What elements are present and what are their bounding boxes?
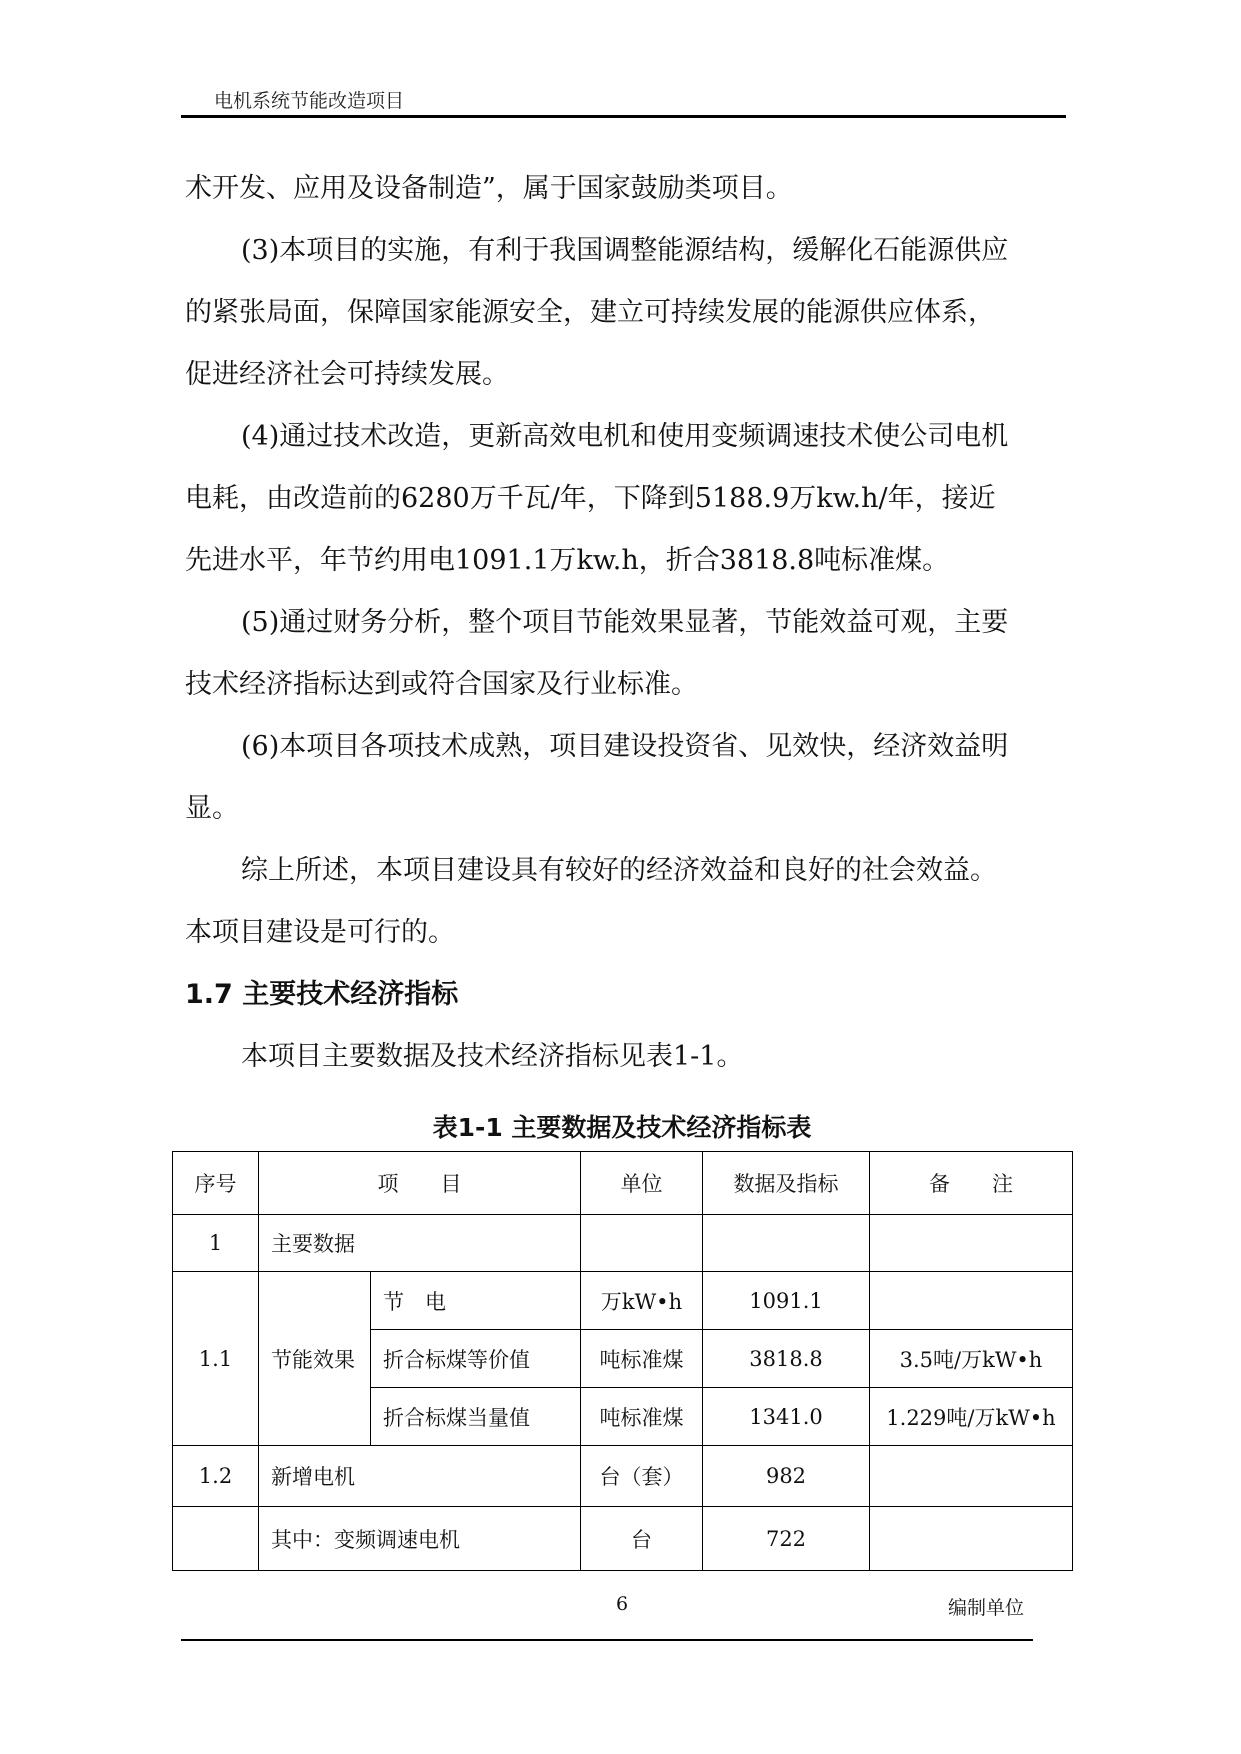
table-row bbox=[173, 1272, 1073, 1330]
table-title: 表1-1 主要数据及技术经济指标表 bbox=[432, 1113, 812, 1142]
cell-item: 其中：变频调速电机 bbox=[259, 1507, 581, 1571]
paragraph-line: (3)本项目的实施，有利于我国调整能源结构，缓解化石能源供应 bbox=[241, 235, 1009, 266]
cell-sub-item: 折合标煤等价值 bbox=[371, 1330, 581, 1388]
paragraph-line: (6)本项目各项技术成熟，项目建设投资省、见效快，经济效益明 bbox=[241, 731, 1009, 762]
paragraph-line: 先进水平，年节约用电1091.1万kw.h，折合3818.8吨标准煤。 bbox=[185, 545, 950, 576]
footer-org: 编制单位 bbox=[948, 1597, 1025, 1619]
cell-value: 1091.1 bbox=[703, 1272, 870, 1330]
table-row bbox=[173, 1215, 1073, 1272]
indicator-table bbox=[172, 1151, 1073, 1571]
cell-unit: 台（套） bbox=[581, 1446, 703, 1507]
cell-item: 主要数据 bbox=[259, 1215, 581, 1272]
cell-note bbox=[870, 1272, 1073, 1330]
cell-unit bbox=[581, 1215, 703, 1272]
paragraph-line: 本项目主要数据及技术经济指标见表1-1。 bbox=[241, 1041, 744, 1072]
cell-unit: 吨标准煤 bbox=[581, 1330, 703, 1388]
cell-unit: 台 bbox=[581, 1507, 703, 1571]
header-title: 电机系统节能改造项目 bbox=[214, 90, 405, 112]
paragraph-line: 显。 bbox=[185, 793, 239, 824]
cell-note: 1.229吨/万kW•h bbox=[870, 1388, 1073, 1446]
header-unit: 单位 bbox=[581, 1152, 703, 1215]
cell-item: 新增电机 bbox=[259, 1446, 581, 1507]
table-header-row bbox=[173, 1152, 1073, 1215]
header-no: 序号 bbox=[173, 1152, 259, 1215]
cell-value bbox=[703, 1215, 870, 1272]
cell-value: 982 bbox=[703, 1446, 870, 1507]
cell-value: 722 bbox=[703, 1507, 870, 1571]
page-number: 6 bbox=[615, 1593, 629, 1615]
header-note: 备 注 bbox=[870, 1152, 1073, 1215]
cell-note bbox=[870, 1507, 1073, 1571]
paragraph-line: 综上所述，本项目建设具有较好的经济效益和良好的社会效益。 bbox=[241, 855, 997, 886]
body-text bbox=[185, 158, 1065, 1088]
cell-unit: 吨标准煤 bbox=[581, 1388, 703, 1446]
cell-value: 1341.0 bbox=[703, 1388, 870, 1446]
cell-no: 1.2 bbox=[173, 1446, 259, 1507]
cell-unit: 万kW•h bbox=[581, 1272, 703, 1330]
header-value: 数据及指标 bbox=[703, 1152, 870, 1215]
footer-rule bbox=[181, 1639, 1033, 1641]
paragraph-line: (5)通过财务分析，整个项目节能效果显著，节能效益可观，主要 bbox=[241, 607, 1009, 638]
table-row bbox=[173, 1507, 1073, 1571]
paragraph-line: (4)通过技术改造，更新高效电机和使用变频调速技术使公司电机 bbox=[241, 421, 1009, 452]
cell-group-label: 节能效果 bbox=[259, 1272, 371, 1446]
section-heading: 1.7 主要技术经济指标 bbox=[185, 979, 459, 1010]
paragraph-line: 电耗，由改造前的6280万千瓦/年，下降到5188.9万kw.h/年，接近 bbox=[185, 483, 996, 514]
paragraph-line: 术开发、应用及设备制造”，属于国家鼓励类项目。 bbox=[185, 173, 793, 204]
paragraph-line: 技术经济指标达到或符合国家及行业标准。 bbox=[185, 669, 698, 700]
cell-no bbox=[173, 1507, 259, 1571]
table-row bbox=[173, 1446, 1073, 1507]
header-rule bbox=[181, 115, 1066, 118]
paragraph-line: 本项目建设是可行的。 bbox=[185, 917, 455, 948]
cell-no: 1 bbox=[173, 1215, 259, 1272]
paragraph-line: 的紧张局面，保障国家能源安全，建立可持续发展的能源供应体系， bbox=[185, 297, 995, 328]
cell-no: 1.1 bbox=[173, 1272, 259, 1446]
cell-sub-item: 折合标煤当量值 bbox=[371, 1388, 581, 1446]
paragraph-line: 促进经济社会可持续发展。 bbox=[185, 359, 509, 390]
cell-value: 3818.8 bbox=[703, 1330, 870, 1388]
cell-note bbox=[870, 1446, 1073, 1507]
cell-sub-item: 节 电 bbox=[371, 1272, 581, 1330]
cell-note: 3.5吨/万kW•h bbox=[870, 1330, 1073, 1388]
header-item: 项 目 bbox=[259, 1152, 581, 1215]
cell-note bbox=[870, 1215, 1073, 1272]
